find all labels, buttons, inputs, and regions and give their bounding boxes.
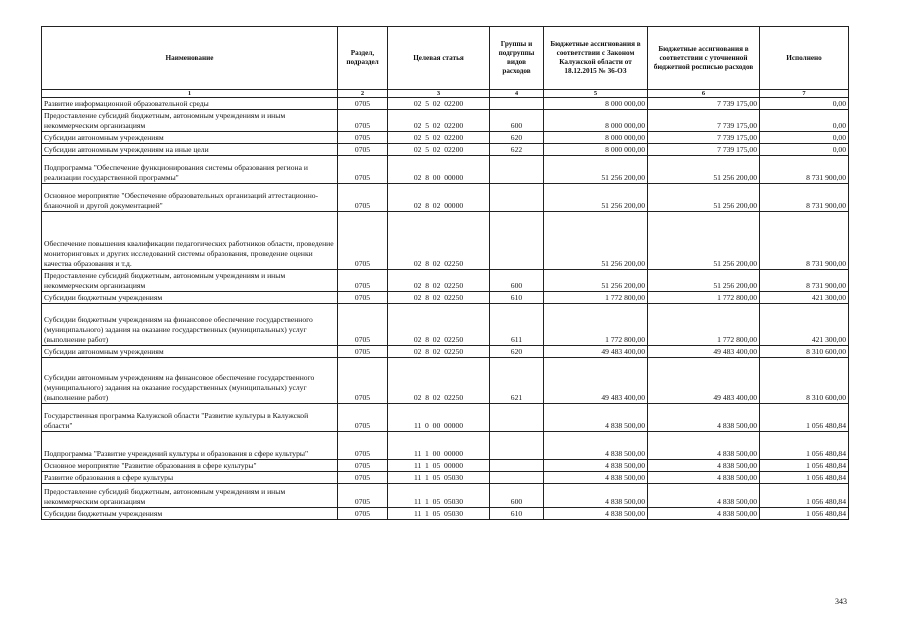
row-name: Основное мероприятие "Развитие образования в сфере культуры" [42, 460, 338, 472]
row-executed-amount: 1 056 480,84 [760, 404, 849, 432]
row-executed-amount: 421 300,00 [760, 304, 849, 346]
table-row [42, 304, 849, 346]
row-target: 11 1 05 05030 [388, 484, 490, 508]
row-executed-amount: 0,00 [760, 98, 849, 110]
row-revised-amount: 4 838 500,00 [648, 472, 760, 484]
table-body [42, 98, 849, 520]
row-section: 0705 [338, 110, 388, 132]
row-revised-amount: 7 739 175,00 [648, 98, 760, 110]
row-target: 11 1 05 05030 [388, 508, 490, 520]
table-row [42, 156, 849, 184]
row-law-amount: 4 838 500,00 [544, 484, 648, 508]
row-group: 620 [490, 346, 544, 358]
row-law-amount: 8 000 000,00 [544, 144, 648, 156]
row-revised-amount: 7 739 175,00 [648, 110, 760, 132]
row-target: 11 1 00 00000 [388, 432, 490, 460]
row-name: Субсидии бюджетным учреждениям [42, 508, 338, 520]
row-target: 02 5 02 02200 [388, 132, 490, 144]
row-section: 0705 [338, 270, 388, 292]
row-section: 0705 [338, 132, 388, 144]
row-executed-amount: 1 056 480,84 [760, 432, 849, 460]
row-name: Предоставление субсидий бюджетным, автономным учреждениям и иным некоммерческим организациям [42, 110, 338, 132]
row-revised-amount: 1 772 800,00 [648, 304, 760, 346]
row-law-amount: 51 256 200,00 [544, 156, 648, 184]
row-executed-amount: 421 300,00 [760, 292, 849, 304]
column-number: 7 [760, 90, 849, 98]
row-executed-amount: 1 056 480,84 [760, 484, 849, 508]
row-target: 11 1 05 05030 [388, 472, 490, 484]
header-executed: Исполнено [760, 27, 849, 90]
row-group [490, 212, 544, 270]
row-name: Субсидии автономным учреждениям на иные цели [42, 144, 338, 156]
row-group [490, 98, 544, 110]
row-group [490, 432, 544, 460]
row-name: Субсидии автономным учреждениям [42, 132, 338, 144]
row-group [490, 184, 544, 212]
column-number: 1 [42, 90, 338, 98]
row-name: Субсидии автономным учреждениям [42, 346, 338, 358]
row-section: 0705 [338, 472, 388, 484]
row-law-amount: 51 256 200,00 [544, 212, 648, 270]
row-section: 0705 [338, 292, 388, 304]
row-executed-amount: 0,00 [760, 110, 849, 132]
row-group [490, 472, 544, 484]
row-section: 0705 [338, 432, 388, 460]
row-law-amount: 1 772 800,00 [544, 304, 648, 346]
row-revised-amount: 49 483 400,00 [648, 358, 760, 404]
row-name: Предоставление субсидий бюджетным, автономным учреждениям и иным некоммерческим организациям [42, 484, 338, 508]
row-revised-amount: 4 838 500,00 [648, 432, 760, 460]
row-executed-amount: 0,00 [760, 132, 849, 144]
table-row [42, 212, 849, 270]
row-section: 0705 [338, 144, 388, 156]
row-revised-amount: 51 256 200,00 [648, 156, 760, 184]
row-law-amount: 49 483 400,00 [544, 358, 648, 404]
row-target: 02 5 02 02200 [388, 98, 490, 110]
row-section: 0705 [338, 484, 388, 508]
row-law-amount: 51 256 200,00 [544, 184, 648, 212]
table-row [42, 508, 849, 520]
row-target: 02 8 02 02250 [388, 270, 490, 292]
table-row [42, 184, 849, 212]
row-law-amount: 4 838 500,00 [544, 472, 648, 484]
header-name: Наименование [42, 27, 338, 90]
row-target: 02 8 02 02250 [388, 292, 490, 304]
row-group: 600 [490, 484, 544, 508]
row-section: 0705 [338, 358, 388, 404]
table-row [42, 110, 849, 132]
header-section: Раздел, подраздел [338, 27, 388, 90]
row-section: 0705 [338, 346, 388, 358]
row-revised-amount: 4 838 500,00 [648, 404, 760, 432]
row-group: 622 [490, 144, 544, 156]
header-groups: Группы и подгруппы видов расходов [490, 27, 544, 90]
row-revised-amount: 7 739 175,00 [648, 144, 760, 156]
table-row [42, 132, 849, 144]
row-target: 02 5 02 02200 [388, 144, 490, 156]
row-executed-amount: 8 731 900,00 [760, 184, 849, 212]
row-name: Субсидии бюджетным учреждениям на финансовое обеспечение государственного (муниципального) задания на оказание государственных (муниципальных) услуг (выполнение работ) [42, 304, 338, 346]
row-law-amount: 8 000 000,00 [544, 132, 648, 144]
row-target: 02 8 02 02250 [388, 304, 490, 346]
row-target: 02 8 02 02250 [388, 358, 490, 404]
column-number: 6 [648, 90, 760, 98]
header-row [42, 27, 849, 90]
row-group: 610 [490, 292, 544, 304]
column-number: 5 [544, 90, 648, 98]
row-group: 610 [490, 508, 544, 520]
row-law-amount: 51 256 200,00 [544, 270, 648, 292]
row-revised-amount: 4 838 500,00 [648, 484, 760, 508]
row-law-amount: 4 838 500,00 [544, 460, 648, 472]
table-row [42, 358, 849, 404]
row-executed-amount: 0,00 [760, 144, 849, 156]
row-section: 0705 [338, 508, 388, 520]
table-row [42, 460, 849, 472]
table-row [42, 346, 849, 358]
header-law: Бюджетные ассигнования в соответствии с Законом Калужской области от 18.12.2015 № 36-ОЗ [544, 27, 648, 90]
row-target: 02 5 02 02200 [388, 110, 490, 132]
row-law-amount: 4 838 500,00 [544, 404, 648, 432]
row-revised-amount: 4 838 500,00 [648, 460, 760, 472]
row-executed-amount: 8 731 900,00 [760, 212, 849, 270]
row-executed-amount: 8 731 900,00 [760, 156, 849, 184]
row-name: Развитие информационной образовательной среды [42, 98, 338, 110]
row-target: 11 0 00 00000 [388, 404, 490, 432]
row-executed-amount: 1 056 480,84 [760, 472, 849, 484]
page-number: 343 [835, 597, 847, 606]
row-law-amount: 4 838 500,00 [544, 508, 648, 520]
row-group: 611 [490, 304, 544, 346]
header-target: Целевая статья [388, 27, 490, 90]
column-number-row [42, 90, 849, 98]
row-revised-amount: 49 483 400,00 [648, 346, 760, 358]
table-row [42, 404, 849, 432]
row-name: Основное мероприятие "Обеспечение образовательных организаций аттестационно-бланочной и другой документацией" [42, 184, 338, 212]
row-section: 0705 [338, 98, 388, 110]
row-revised-amount: 51 256 200,00 [648, 270, 760, 292]
row-law-amount: 1 772 800,00 [544, 292, 648, 304]
row-name: Субсидии автономным учреждениям на финансовое обеспечение государственного (муниципального) задания на оказание государственных (муниципальных) услуг (выполнение работ) [42, 358, 338, 404]
row-section: 0705 [338, 212, 388, 270]
table-row [42, 98, 849, 110]
row-law-amount: 8 000 000,00 [544, 98, 648, 110]
row-section: 0705 [338, 184, 388, 212]
row-name: Подпрограмма "Обеспечение функционирования системы образования региона и реализации государственной программы" [42, 156, 338, 184]
row-law-amount: 8 000 000,00 [544, 110, 648, 132]
table-row [42, 292, 849, 304]
row-executed-amount: 8 310 600,00 [760, 346, 849, 358]
table-row [42, 484, 849, 508]
table-row [42, 144, 849, 156]
row-revised-amount: 7 739 175,00 [648, 132, 760, 144]
table-row [42, 472, 849, 484]
row-law-amount: 4 838 500,00 [544, 432, 648, 460]
table-row [42, 270, 849, 292]
row-revised-amount: 51 256 200,00 [648, 184, 760, 212]
row-target: 02 8 00 00000 [388, 156, 490, 184]
row-section: 0705 [338, 460, 388, 472]
row-group: 600 [490, 110, 544, 132]
row-executed-amount: 8 731 900,00 [760, 270, 849, 292]
header-revised: Бюджетные ассигнования в соответствии с уточненной бюджетной росписью расходов [648, 27, 760, 90]
table-row [42, 432, 849, 460]
row-executed-amount: 8 310 600,00 [760, 358, 849, 404]
column-number: 4 [490, 90, 544, 98]
row-name: Предоставление субсидий бюджетным, автономным учреждениям и иным некоммерческим организациям [42, 270, 338, 292]
row-name: Обеспечение повышения квалификации педагогических работников области, проведение мониторинговых и других исследований системы образования, проведение оценки качества образования и т.д. [42, 212, 338, 270]
row-target: 02 8 02 02250 [388, 346, 490, 358]
row-target: 02 8 02 00000 [388, 184, 490, 212]
row-section: 0705 [338, 304, 388, 346]
row-section: 0705 [338, 404, 388, 432]
row-target: 11 1 05 00000 [388, 460, 490, 472]
budget-table [41, 26, 849, 520]
row-law-amount: 49 483 400,00 [544, 346, 648, 358]
row-group [490, 404, 544, 432]
row-revised-amount: 4 838 500,00 [648, 508, 760, 520]
row-group: 620 [490, 132, 544, 144]
row-name: Подпрограмма "Развитие учреждений культуры и образования в сфере культуры" [42, 432, 338, 460]
row-executed-amount: 1 056 480,84 [760, 460, 849, 472]
row-section: 0705 [338, 156, 388, 184]
row-revised-amount: 1 772 800,00 [648, 292, 760, 304]
column-number: 3 [388, 90, 490, 98]
row-name: Субсидии бюджетным учреждениям [42, 292, 338, 304]
row-group [490, 460, 544, 472]
row-group: 621 [490, 358, 544, 404]
row-executed-amount: 1 056 480,84 [760, 508, 849, 520]
row-group: 600 [490, 270, 544, 292]
column-number: 2 [338, 90, 388, 98]
row-name: Государственная программа Калужской области "Развитие культуры в Калужской области" [42, 404, 338, 432]
row-target: 02 8 02 02250 [388, 212, 490, 270]
row-name: Развитие образования в сфере культуры [42, 472, 338, 484]
row-group [490, 156, 544, 184]
row-revised-amount: 51 256 200,00 [648, 212, 760, 270]
